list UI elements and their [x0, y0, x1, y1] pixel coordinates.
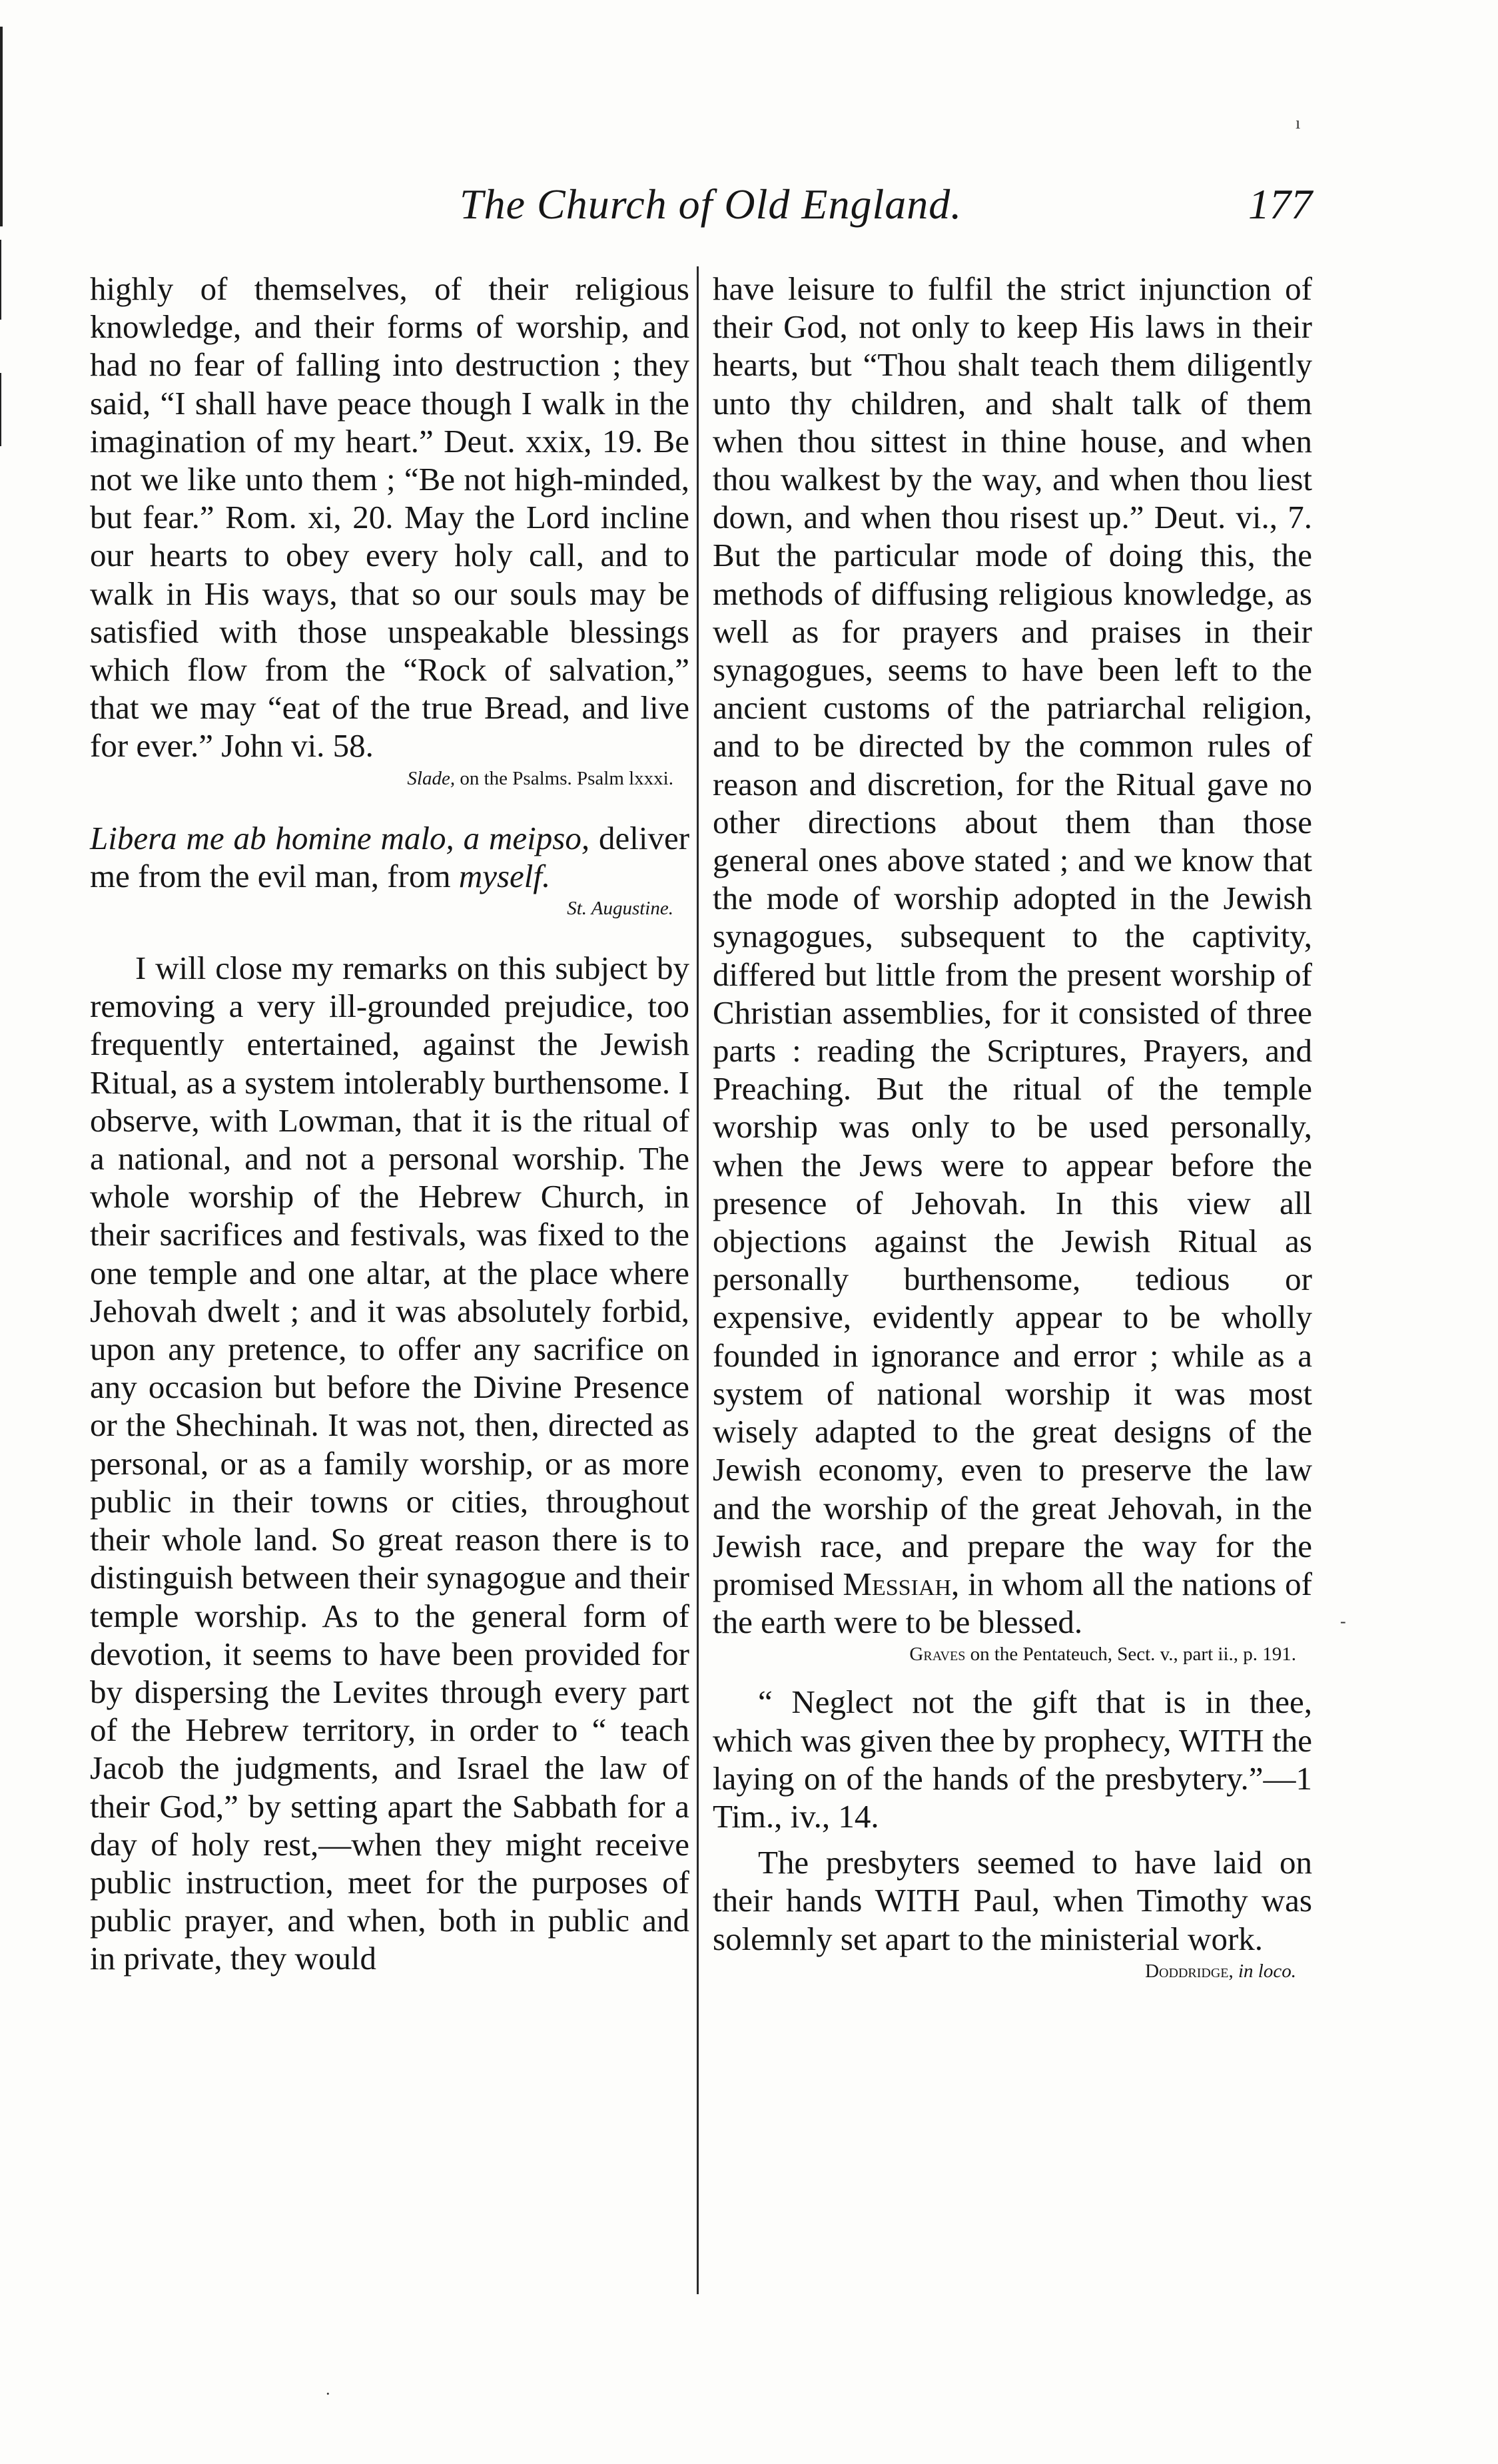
scan-edge-mark — [0, 240, 1, 320]
citation-source: in loco. — [1238, 1960, 1296, 1982]
citation-author: Graves — [909, 1644, 966, 1666]
column-divider — [697, 266, 699, 2294]
stray-mark: ı — [1296, 113, 1301, 133]
left-column — [90, 270, 689, 1978]
citation — [90, 768, 689, 790]
messiah-smallcaps: Messiah, — [843, 1565, 960, 1602]
citation-author: Slade, — [407, 767, 456, 789]
stray-mark: · — [325, 2384, 331, 2403]
paragraph: I will close my remarks on this subject by removing a very ill-grounded prejudice, too frequently entertained, against the Jewish Ritual, as a system intolerably burthensome. I observe, with Lowman, that it is the ritual of a national, and not a personal worship. The whole worship of the Hebrew Church, in their sacrifices and festivals, was fixed to the one temple and one altar, at the place where Jehovah dwelt ; and it was absolutely forbid, upon any pretence, to offer any sacrifice on any occasion but before the Divine Presence or the Shechinah. It was not, then, directed as personal, or as a family worship, or as more public in their towns or cities, throughout their whole land. So great reason there is to distinguish between their synagogue and their temple worship. As to the general form of devotion, it seems to have been provided for by dispersing the Levites through every part of the Hebrew territory, in order to “ teach Jacob the judgments, and Israel the law of their God,” by setting apart the Sabbath for a day of holy rest,—when they might receive public instruction, meet for the purposes of public prayer, and when, both in public and in private, they would — [90, 950, 689, 1977]
paragraph: highly of themselves, of their religious knowledge, and their forms of worship, and had no fear of falling into destruction ; they said, “I shall have peace though I walk in the imagination of my heart.” Deut. xxix, 19. Be not we like unto them ; “Be not high-minded, but fear.” Rom. xi, 20. May the Lord incline our hearts to obey every holy call, and to walk in His ways, that so our souls may be satisfied with those unspeakable blessings which flow from the “Rock of salvation,” that we may “eat of the true Bread, and live for ever.” John vi. 58. — [90, 270, 689, 765]
page-number: 177 — [1248, 180, 1312, 228]
running-title: The Church of Old England. — [460, 180, 962, 228]
latin-quote-paragraph — [90, 819, 689, 895]
citation-author: Doddridge, — [1145, 1960, 1234, 1982]
latin-quote: Libera me ab homine malo, a meipso, — [90, 819, 590, 856]
citation-source: on the Psalms. Psalm lxxxi. — [460, 767, 673, 789]
paragraph-text: have leisure to fulfil the strict injunction of their God, not only to keep His laws in their hearts, but “Thou shalt teach them diligently unto thy children, and shalt talk of them when thou sittest in thine house, and when thou walkest by the way, and when thou liest down, and when thou risest up.” Deut. vi., 7. But the particular mode of doing this, the methods of diffusing religious knowledge, as well as for prayers and praises in their synagogues, seems to have been left to the ancient customs of the patriarchal religion, and to be directed by the common rules of reason and discretion, for the Ritual gave no other directions about them than those general ones above stated ; and we know that the mode of worship adopted in the Jewish synagogues, subsequent to the captivity, differed but little from the present worship of Christian assemblies, for it consisted of three parts : reading the Scriptures, Prayers, and Preaching. But the ritual of the temple worship was only to be used personally, when the Jews were to appear before the presence of Jehovah. In this view all objections against the Jewish Ritual as personally burthensome, tedious or expensive, evidently appear to be wholly founded in ignorance and error ; while as a system of national worship it was most wisely adapted to the great designs of the Jewish economy, even to preserve the law and the worship of the great Jehovah, in the Jewish race, and prepare the way for the promised — [713, 270, 1312, 1602]
citation — [90, 898, 689, 920]
citation-author: St. Augustine. — [567, 898, 673, 920]
paragraph — [713, 270, 1312, 1641]
citation-source: on the Pentateuch, Sect. v., part ii., p. 191. — [970, 1644, 1296, 1666]
scan-edge-mark — [0, 27, 3, 226]
citation — [713, 1644, 1312, 1666]
citation — [713, 1961, 1312, 1983]
stray-mark: - — [1340, 1612, 1346, 1631]
scan-edge-mark — [0, 373, 1, 446]
translation-text: deliver me from the evil man, from — [90, 819, 690, 894]
paragraph-text: in whom all the nations of the earth were to be blessed. — [713, 1565, 1312, 1641]
right-column — [713, 270, 1312, 2012]
page-header — [460, 180, 1312, 246]
translation-end: myself. — [458, 857, 551, 894]
scripture-quote: “ Neglect not the gift that is in thee, which was given thee by prophecy, WITH the laying on of the hands of the presbytery.”—1 Tim., iv., 14. — [713, 1684, 1312, 1835]
paragraph: The presbyters seemed to have laid on their hands WITH Paul, when Timothy was solemnly set apart to the ministerial work. — [713, 1844, 1312, 1957]
